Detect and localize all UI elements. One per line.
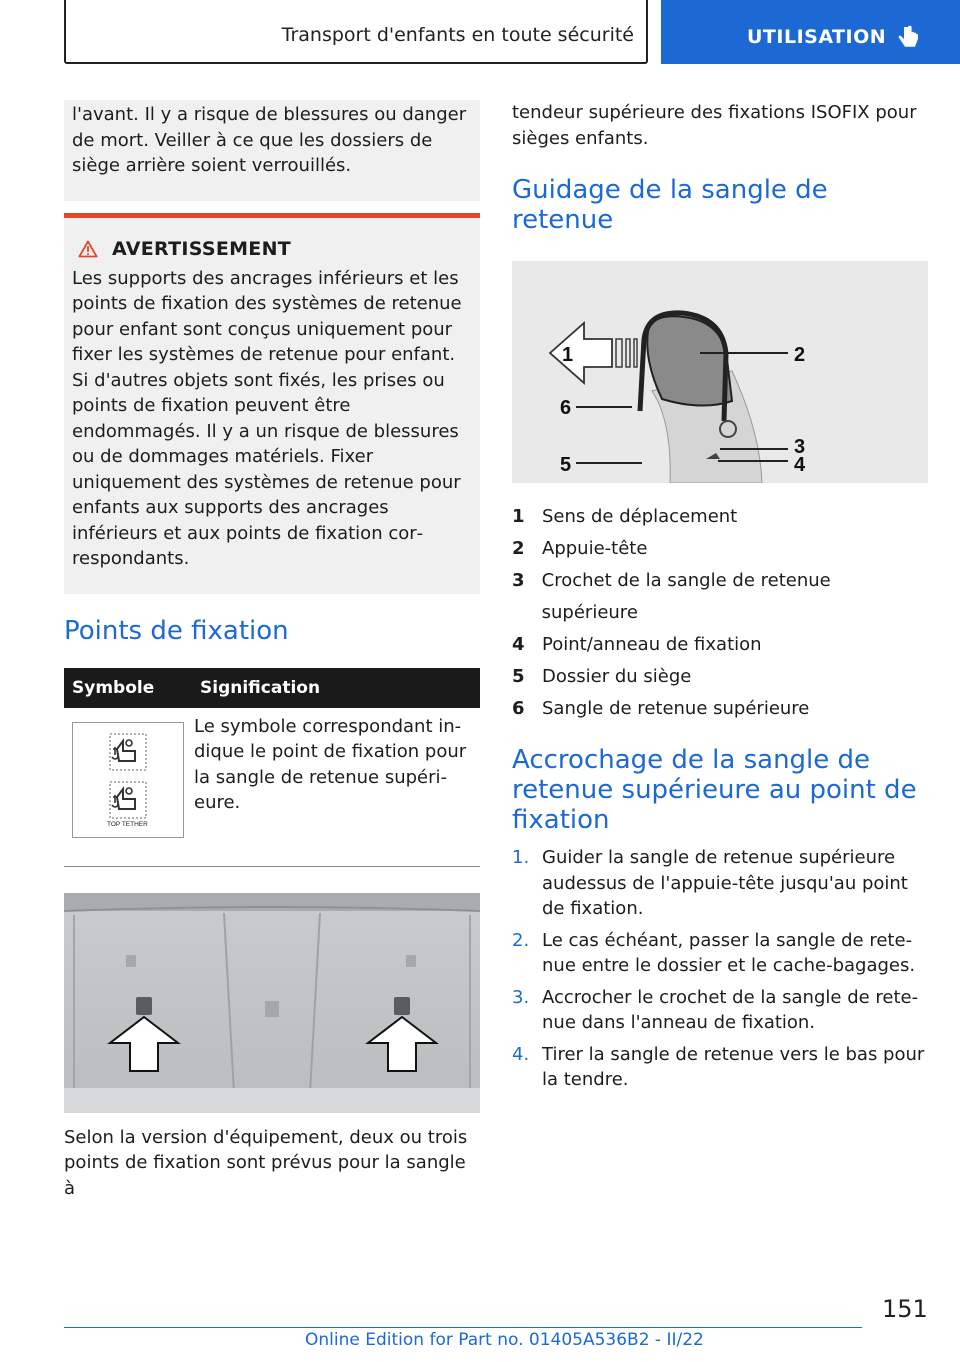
top-tether-icon	[109, 781, 147, 819]
list-item: 3 Crochet de la sangle de retenue supérieure	[512, 570, 831, 623]
top-tether-label: TOP TETHER	[107, 820, 148, 828]
tether-routing-diagram	[512, 261, 928, 483]
edition-footer: Online Edition for Part no. 01405A536B2 - II/22	[305, 1330, 704, 1350]
warning-continuation-box	[64, 100, 480, 201]
heading-points-de-fixation: Points de fixation	[64, 615, 289, 646]
callout-4: 4	[794, 454, 806, 476]
table-header-meaning: Signification	[192, 668, 480, 708]
warning-continuation-text: l'avant. Il y a risque de blessures ou danger de mort. Veiller à ce que les dossiers de siège arrière soient verrouillés.	[72, 104, 467, 176]
heading-guidage: Guidage de la sangle de retenue	[512, 175, 828, 235]
list-item: 2. Le cas échéant, passer la sangle de retenue entre le dossier et le cache-bagages.	[512, 929, 916, 976]
trunk-anchor-points-photo	[64, 893, 480, 1113]
callout-6: 6	[560, 397, 572, 419]
right-column	[512, 100, 928, 1099]
list-item: 4 Point/anneau de fixation	[512, 634, 762, 655]
page-number: 151	[882, 1295, 928, 1323]
list-item: 5 Dossier du siège	[512, 666, 692, 687]
list-item: 3. Accrocher le crochet de la sangle de retenue dans l'anneau de fixation.	[512, 986, 919, 1033]
isofix-paragraph: tendeur supérieure des fixations ISOFIX pour sièges enfants.	[512, 102, 917, 149]
meaning-cell: Le symbole correspondant indique le point de fixation pour la sangle de retenue supérieure.	[194, 715, 467, 813]
pointing-hand-icon	[897, 25, 921, 51]
heading-accrochage: Accrochage de la sangle de retenue supérieure au point de fixation	[512, 745, 917, 835]
section-title: Transport d'enfants en toute sécurité	[281, 24, 634, 46]
list-item: 1. Guider la sangle de retenue supérieure audessus de l'appuie-tête jusqu'au point de fixation.	[512, 847, 908, 919]
chapter-tab	[661, 0, 960, 64]
callout-1: 1	[562, 344, 574, 366]
warning-text: Les supports des ancrages inférieurs et les points de fixation des systèmes de retenue pour enfant sont conçus uniquement pour fixer les systèmes de retenue pour enfant. Si d'autres objets sont fixés, les prises ou points de fixation peuvent être endommagés. Il y a un risque de blessures ou de dommages matériels. Fixer uniquement des systèmes de retenue pour enfants aux supports des ancrages inférieurs et aux points de fixation correspondants.	[72, 267, 462, 569]
warning-box	[64, 213, 480, 594]
warning-triangle-icon	[78, 240, 98, 258]
instruction-steps	[512, 845, 928, 1093]
table-header-symbol: Symbole	[64, 668, 192, 708]
list-item: 4. Tirer la sangle de retenue vers le bas pour la tendre.	[512, 1043, 925, 1090]
list-item: 2 Appuie-tête	[512, 538, 648, 559]
callout-5: 5	[560, 454, 572, 476]
diagram-legend	[512, 501, 928, 725]
chapter-tab-label: UTILISATION	[747, 26, 887, 48]
divider	[64, 866, 480, 867]
header-section-box	[64, 0, 648, 64]
list-item: 1 Sens de déplacement	[512, 506, 738, 527]
table-row	[64, 708, 480, 852]
symbol-cell	[64, 708, 192, 852]
symbol-frame	[72, 722, 184, 838]
child-seat-anchor-icon	[109, 733, 147, 771]
symbol-table	[64, 668, 480, 852]
warning-title: AVERTISSEMENT	[112, 237, 292, 260]
left-column	[64, 100, 480, 1201]
list-item: 6 Sangle de retenue supérieure	[512, 698, 810, 719]
footer-divider	[64, 1327, 862, 1328]
anchor-points-paragraph: Selon la version d'équipement, deux ou trois points de fixation sont prévus pour la sangle à	[64, 1126, 468, 1199]
callout-3: 3	[794, 436, 806, 458]
callout-2: 2	[794, 344, 806, 366]
